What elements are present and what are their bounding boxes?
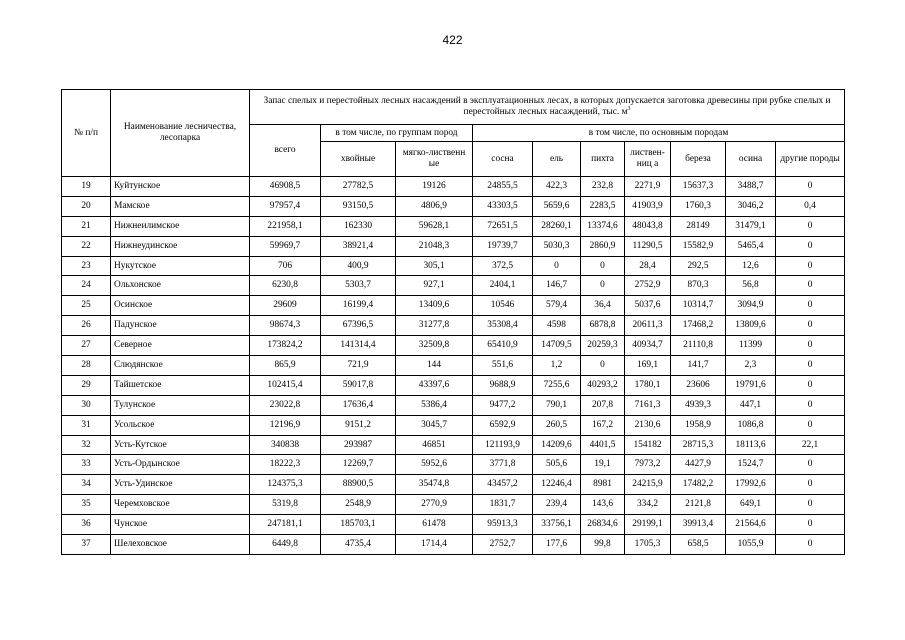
table-row	[62, 296, 845, 316]
row-number: 27	[62, 336, 111, 356]
cell-birch: 39913,4	[671, 515, 726, 535]
header-conifers: хвойные	[321, 142, 396, 177]
cell-total: 865,9	[250, 356, 321, 376]
cell-birch: 10314,7	[671, 296, 726, 316]
cell-softwood: 927,1	[396, 276, 473, 296]
cell-pine: 1831,7	[473, 495, 533, 515]
row-number: 37	[62, 535, 111, 555]
cell-aspen: 5465,4	[726, 236, 776, 256]
cell-larch: 334,2	[625, 495, 671, 515]
cell-other: 0	[776, 455, 845, 475]
cell-total: 706	[250, 256, 321, 276]
header-larch: листвен-ниц а	[625, 142, 671, 177]
forestry-name: Усть-Кутское	[111, 435, 250, 455]
cell-other: 0	[776, 236, 845, 256]
cell-softwood: 2770,9	[396, 495, 473, 515]
cell-other: 0,4	[776, 196, 845, 216]
cell-other: 0	[776, 177, 845, 197]
cell-aspen: 17992,6	[726, 475, 776, 495]
cell-spruce: 239,4	[533, 495, 581, 515]
row-number: 28	[62, 356, 111, 376]
cell-other: 0	[776, 316, 845, 336]
cell-conifers: 12269,7	[321, 455, 396, 475]
cell-softwood: 43397,6	[396, 375, 473, 395]
cell-softwood: 59628,1	[396, 216, 473, 236]
forestry-name: Мамское	[111, 196, 250, 216]
cell-conifers: 38921,4	[321, 236, 396, 256]
header-num: № п/п	[62, 90, 111, 177]
row-number: 26	[62, 316, 111, 336]
table-row	[62, 236, 845, 256]
row-number: 29	[62, 375, 111, 395]
cell-fir: 20259,3	[581, 336, 625, 356]
cell-fir: 19,1	[581, 455, 625, 475]
cell-fir: 0	[581, 256, 625, 276]
cell-fir: 4401,5	[581, 435, 625, 455]
cell-pine: 19739,7	[473, 236, 533, 256]
cell-larch: 5037,6	[625, 296, 671, 316]
cell-aspen: 18113,6	[726, 435, 776, 455]
cell-aspen: 12,6	[726, 256, 776, 276]
cell-conifers: 16199,4	[321, 296, 396, 316]
cell-birch: 17482,2	[671, 475, 726, 495]
cell-aspen: 3046,2	[726, 196, 776, 216]
cell-total: 5319,8	[250, 495, 321, 515]
cell-birch: 4939,3	[671, 395, 726, 415]
cell-spruce: 579,4	[533, 296, 581, 316]
forestry-name: Осинское	[111, 296, 250, 316]
cell-fir: 8981	[581, 475, 625, 495]
cell-other: 0	[776, 535, 845, 555]
table-row	[62, 395, 845, 415]
cell-softwood: 31277,8	[396, 316, 473, 336]
cell-birch: 1958,9	[671, 415, 726, 435]
header-spruce: ель	[533, 142, 581, 177]
cell-spruce: 260,5	[533, 415, 581, 435]
cell-pine: 551,6	[473, 356, 533, 376]
cell-other: 22,1	[776, 435, 845, 455]
cell-aspen: 649,1	[726, 495, 776, 515]
forestry-name: Слюдянское	[111, 356, 250, 376]
cell-birch: 2121,8	[671, 495, 726, 515]
cell-total: 46908,5	[250, 177, 321, 197]
table-row	[62, 316, 845, 336]
cell-fir: 2860,9	[581, 236, 625, 256]
forestry-name: Падунское	[111, 316, 250, 336]
table-row	[62, 495, 845, 515]
cell-conifers: 2548,9	[321, 495, 396, 515]
cell-larch: 48043,8	[625, 216, 671, 236]
cell-spruce: 7255,6	[533, 375, 581, 395]
cell-fir: 207,8	[581, 395, 625, 415]
cell-birch: 15582,9	[671, 236, 726, 256]
cell-conifers: 59017,8	[321, 375, 396, 395]
forestry-name: Усть-Удинское	[111, 475, 250, 495]
cell-pine: 24855,5	[473, 177, 533, 197]
table-row	[62, 216, 845, 236]
cell-larch: 11290,5	[625, 236, 671, 256]
cell-spruce: 422,3	[533, 177, 581, 197]
cell-total: 221958,1	[250, 216, 321, 236]
cell-spruce: 505,6	[533, 455, 581, 475]
cell-fir: 6878,8	[581, 316, 625, 336]
cell-other: 0	[776, 515, 845, 535]
cell-aspen: 19791,6	[726, 375, 776, 395]
cell-fir: 99,8	[581, 535, 625, 555]
cell-larch: 154182	[625, 435, 671, 455]
cell-larch: 20611,3	[625, 316, 671, 336]
cell-fir: 40293,2	[581, 375, 625, 395]
table-row	[62, 415, 845, 435]
cell-total: 97957,4	[250, 196, 321, 216]
cell-fir: 26834,6	[581, 515, 625, 535]
cell-spruce: 28260,1	[533, 216, 581, 236]
header-main-title-sup: 3	[627, 105, 631, 112]
row-number: 35	[62, 495, 111, 515]
forestry-name: Ольхонское	[111, 276, 250, 296]
cell-birch: 28715,3	[671, 435, 726, 455]
cell-spruce: 33756,1	[533, 515, 581, 535]
row-number: 32	[62, 435, 111, 455]
cell-pine: 9688,9	[473, 375, 533, 395]
cell-larch: 29199,1	[625, 515, 671, 535]
row-number: 20	[62, 196, 111, 216]
cell-fir: 0	[581, 356, 625, 376]
forestry-name: Нижнеудинское	[111, 236, 250, 256]
cell-conifers: 17636,4	[321, 395, 396, 415]
cell-softwood: 21048,3	[396, 236, 473, 256]
cell-larch: 7973,2	[625, 455, 671, 475]
cell-total: 247181,1	[250, 515, 321, 535]
cell-aspen: 31479,1	[726, 216, 776, 236]
cell-birch: 658,5	[671, 535, 726, 555]
cell-conifers: 185703,1	[321, 515, 396, 535]
cell-birch: 4427,9	[671, 455, 726, 475]
cell-birch: 23606	[671, 375, 726, 395]
forestry-name: Нукутское	[111, 256, 250, 276]
cell-aspen: 2,3	[726, 356, 776, 376]
header-other-species: другие породы	[776, 142, 845, 177]
cell-total: 6449,8	[250, 535, 321, 555]
table-row	[62, 276, 845, 296]
cell-other: 0	[776, 475, 845, 495]
cell-pine: 372,5	[473, 256, 533, 276]
cell-birch: 141,7	[671, 356, 726, 376]
cell-fir: 0	[581, 276, 625, 296]
row-number: 31	[62, 415, 111, 435]
cell-other: 0	[776, 216, 845, 236]
cell-total: 102415,4	[250, 375, 321, 395]
page-number: 422	[442, 33, 463, 47]
cell-spruce: 14209,6	[533, 435, 581, 455]
cell-fir: 143,6	[581, 495, 625, 515]
cell-larch: 28,4	[625, 256, 671, 276]
cell-pine: 43457,2	[473, 475, 533, 495]
table-row	[62, 515, 845, 535]
cell-softwood: 4806,9	[396, 196, 473, 216]
cell-aspen: 13809,6	[726, 316, 776, 336]
forestry-name: Нижнеилимское	[111, 216, 250, 236]
cell-aspen: 11399	[726, 336, 776, 356]
cell-aspen: 1086,8	[726, 415, 776, 435]
cell-spruce: 1,2	[533, 356, 581, 376]
cell-birch: 17468,2	[671, 316, 726, 336]
row-number: 21	[62, 216, 111, 236]
header-softwood: мягко-лиственн ые	[396, 142, 473, 177]
header-species-title: в том числе, по основным породам	[473, 125, 845, 142]
row-number: 34	[62, 475, 111, 495]
header-name: Наименование лесничества, лесопарка	[111, 90, 250, 177]
cell-conifers: 293987	[321, 435, 396, 455]
row-number: 33	[62, 455, 111, 475]
cell-conifers: 141314,4	[321, 336, 396, 356]
header-pine: сосна	[473, 142, 533, 177]
row-number: 24	[62, 276, 111, 296]
cell-conifers: 400,9	[321, 256, 396, 276]
table-row	[62, 356, 845, 376]
cell-spruce: 146,7	[533, 276, 581, 296]
cell-other: 0	[776, 336, 845, 356]
cell-conifers: 721,9	[321, 356, 396, 376]
cell-total: 340838	[250, 435, 321, 455]
cell-pine: 10546	[473, 296, 533, 316]
forest-stock-table	[61, 89, 845, 555]
cell-other: 0	[776, 495, 845, 515]
cell-larch: 2271,9	[625, 177, 671, 197]
table-row	[62, 256, 845, 276]
cell-total: 29609	[250, 296, 321, 316]
cell-birch: 21110,8	[671, 336, 726, 356]
cell-larch: 24215,9	[625, 475, 671, 495]
cell-conifers: 27782,5	[321, 177, 396, 197]
table-row	[62, 475, 845, 495]
cell-birch: 15637,3	[671, 177, 726, 197]
cell-softwood: 3045,7	[396, 415, 473, 435]
table-row	[62, 375, 845, 395]
cell-spruce: 0	[533, 256, 581, 276]
cell-conifers: 88900,5	[321, 475, 396, 495]
cell-conifers: 93150,5	[321, 196, 396, 216]
cell-larch: 40934,7	[625, 336, 671, 356]
cell-larch: 41903,9	[625, 196, 671, 216]
cell-conifers: 4735,4	[321, 535, 396, 555]
cell-softwood: 5952,6	[396, 455, 473, 475]
forestry-name: Северное	[111, 336, 250, 356]
row-number: 22	[62, 236, 111, 256]
cell-larch: 7161,3	[625, 395, 671, 415]
cell-spruce: 14709,5	[533, 336, 581, 356]
header-group-title: в том числе, по группам пород	[321, 125, 473, 142]
cell-conifers: 162330	[321, 216, 396, 236]
table-row	[62, 196, 845, 216]
cell-total: 6230,8	[250, 276, 321, 296]
cell-pine: 6592,9	[473, 415, 533, 435]
cell-other: 0	[776, 415, 845, 435]
header-birch: береза	[671, 142, 726, 177]
cell-total: 18222,3	[250, 455, 321, 475]
cell-pine: 43303,5	[473, 196, 533, 216]
cell-birch: 28149	[671, 216, 726, 236]
cell-larch: 1780,1	[625, 375, 671, 395]
forestry-name: Тулунское	[111, 395, 250, 415]
row-number: 30	[62, 395, 111, 415]
cell-softwood: 305,1	[396, 256, 473, 276]
cell-pine: 95913,3	[473, 515, 533, 535]
cell-pine: 9477,2	[473, 395, 533, 415]
cell-total: 59969,7	[250, 236, 321, 256]
table-header	[62, 90, 845, 177]
cell-fir: 13374,6	[581, 216, 625, 236]
cell-larch: 1705,3	[625, 535, 671, 555]
cell-other: 0	[776, 256, 845, 276]
cell-fir: 36,4	[581, 296, 625, 316]
cell-pine: 72651,5	[473, 216, 533, 236]
cell-spruce: 5659,6	[533, 196, 581, 216]
cell-birch: 1760,3	[671, 196, 726, 216]
table-row	[62, 535, 845, 555]
forestry-name: Куйтунское	[111, 177, 250, 197]
forestry-name: Тайшетское	[111, 375, 250, 395]
cell-softwood: 13409,6	[396, 296, 473, 316]
forestry-name: Черемховское	[111, 495, 250, 515]
header-aspen: осина	[726, 142, 776, 177]
cell-larch: 169,1	[625, 356, 671, 376]
cell-birch: 870,3	[671, 276, 726, 296]
cell-larch: 2130,6	[625, 415, 671, 435]
cell-total: 124375,3	[250, 475, 321, 495]
table-row	[62, 177, 845, 197]
row-number: 19	[62, 177, 111, 197]
cell-aspen: 3488,7	[726, 177, 776, 197]
table-row	[62, 455, 845, 475]
cell-spruce: 177,6	[533, 535, 581, 555]
cell-aspen: 1524,7	[726, 455, 776, 475]
cell-pine: 3771,8	[473, 455, 533, 475]
cell-other: 0	[776, 276, 845, 296]
cell-aspen: 56,8	[726, 276, 776, 296]
table-body	[62, 177, 845, 555]
cell-spruce: 12246,4	[533, 475, 581, 495]
cell-softwood: 144	[396, 356, 473, 376]
cell-pine: 2752,7	[473, 535, 533, 555]
header-main-title	[250, 90, 845, 125]
cell-aspen: 447,1	[726, 395, 776, 415]
cell-spruce: 4598	[533, 316, 581, 336]
cell-softwood: 35474,8	[396, 475, 473, 495]
cell-pine: 65410,9	[473, 336, 533, 356]
cell-softwood: 19126	[396, 177, 473, 197]
row-number: 23	[62, 256, 111, 276]
cell-softwood: 1714,4	[396, 535, 473, 555]
cell-other: 0	[776, 356, 845, 376]
cell-aspen: 21564,6	[726, 515, 776, 535]
cell-conifers: 67396,5	[321, 316, 396, 336]
cell-fir: 167,2	[581, 415, 625, 435]
forestry-name: Усть-Ордынское	[111, 455, 250, 475]
row-number: 25	[62, 296, 111, 316]
cell-fir: 232,8	[581, 177, 625, 197]
row-number: 36	[62, 515, 111, 535]
cell-total: 23022,8	[250, 395, 321, 415]
header-main-title-text: Запас спелых и перестойных лесных насаждений в эксплуатационных лесах, в которых допускается заготовка древесины при рубке спелых и перестойных лесных насаждений, тыс. м	[263, 96, 831, 117]
cell-conifers: 5303,7	[321, 276, 396, 296]
cell-total: 98674,3	[250, 316, 321, 336]
cell-pine: 121193,9	[473, 435, 533, 455]
cell-softwood: 61478	[396, 515, 473, 535]
cell-birch: 292,5	[671, 256, 726, 276]
cell-larch: 2752,9	[625, 276, 671, 296]
cell-other: 0	[776, 296, 845, 316]
cell-aspen: 1055,9	[726, 535, 776, 555]
cell-other: 0	[776, 395, 845, 415]
cell-pine: 2404,1	[473, 276, 533, 296]
cell-softwood: 46851	[396, 435, 473, 455]
table-row	[62, 435, 845, 455]
cell-fir: 2283,5	[581, 196, 625, 216]
cell-conifers: 9151,2	[321, 415, 396, 435]
cell-spruce: 5030,3	[533, 236, 581, 256]
header-fir: пихта	[581, 142, 625, 177]
cell-other: 0	[776, 375, 845, 395]
header-total: всего	[250, 125, 321, 177]
cell-spruce: 790,1	[533, 395, 581, 415]
cell-aspen: 3094,9	[726, 296, 776, 316]
forestry-name: Шелеховское	[111, 535, 250, 555]
forestry-name: Чунское	[111, 515, 250, 535]
cell-total: 12196,9	[250, 415, 321, 435]
table-row	[62, 336, 845, 356]
forestry-name: Усольское	[111, 415, 250, 435]
cell-softwood: 32509,8	[396, 336, 473, 356]
cell-total: 173824,2	[250, 336, 321, 356]
cell-pine: 35308,4	[473, 316, 533, 336]
cell-softwood: 5386,4	[396, 395, 473, 415]
